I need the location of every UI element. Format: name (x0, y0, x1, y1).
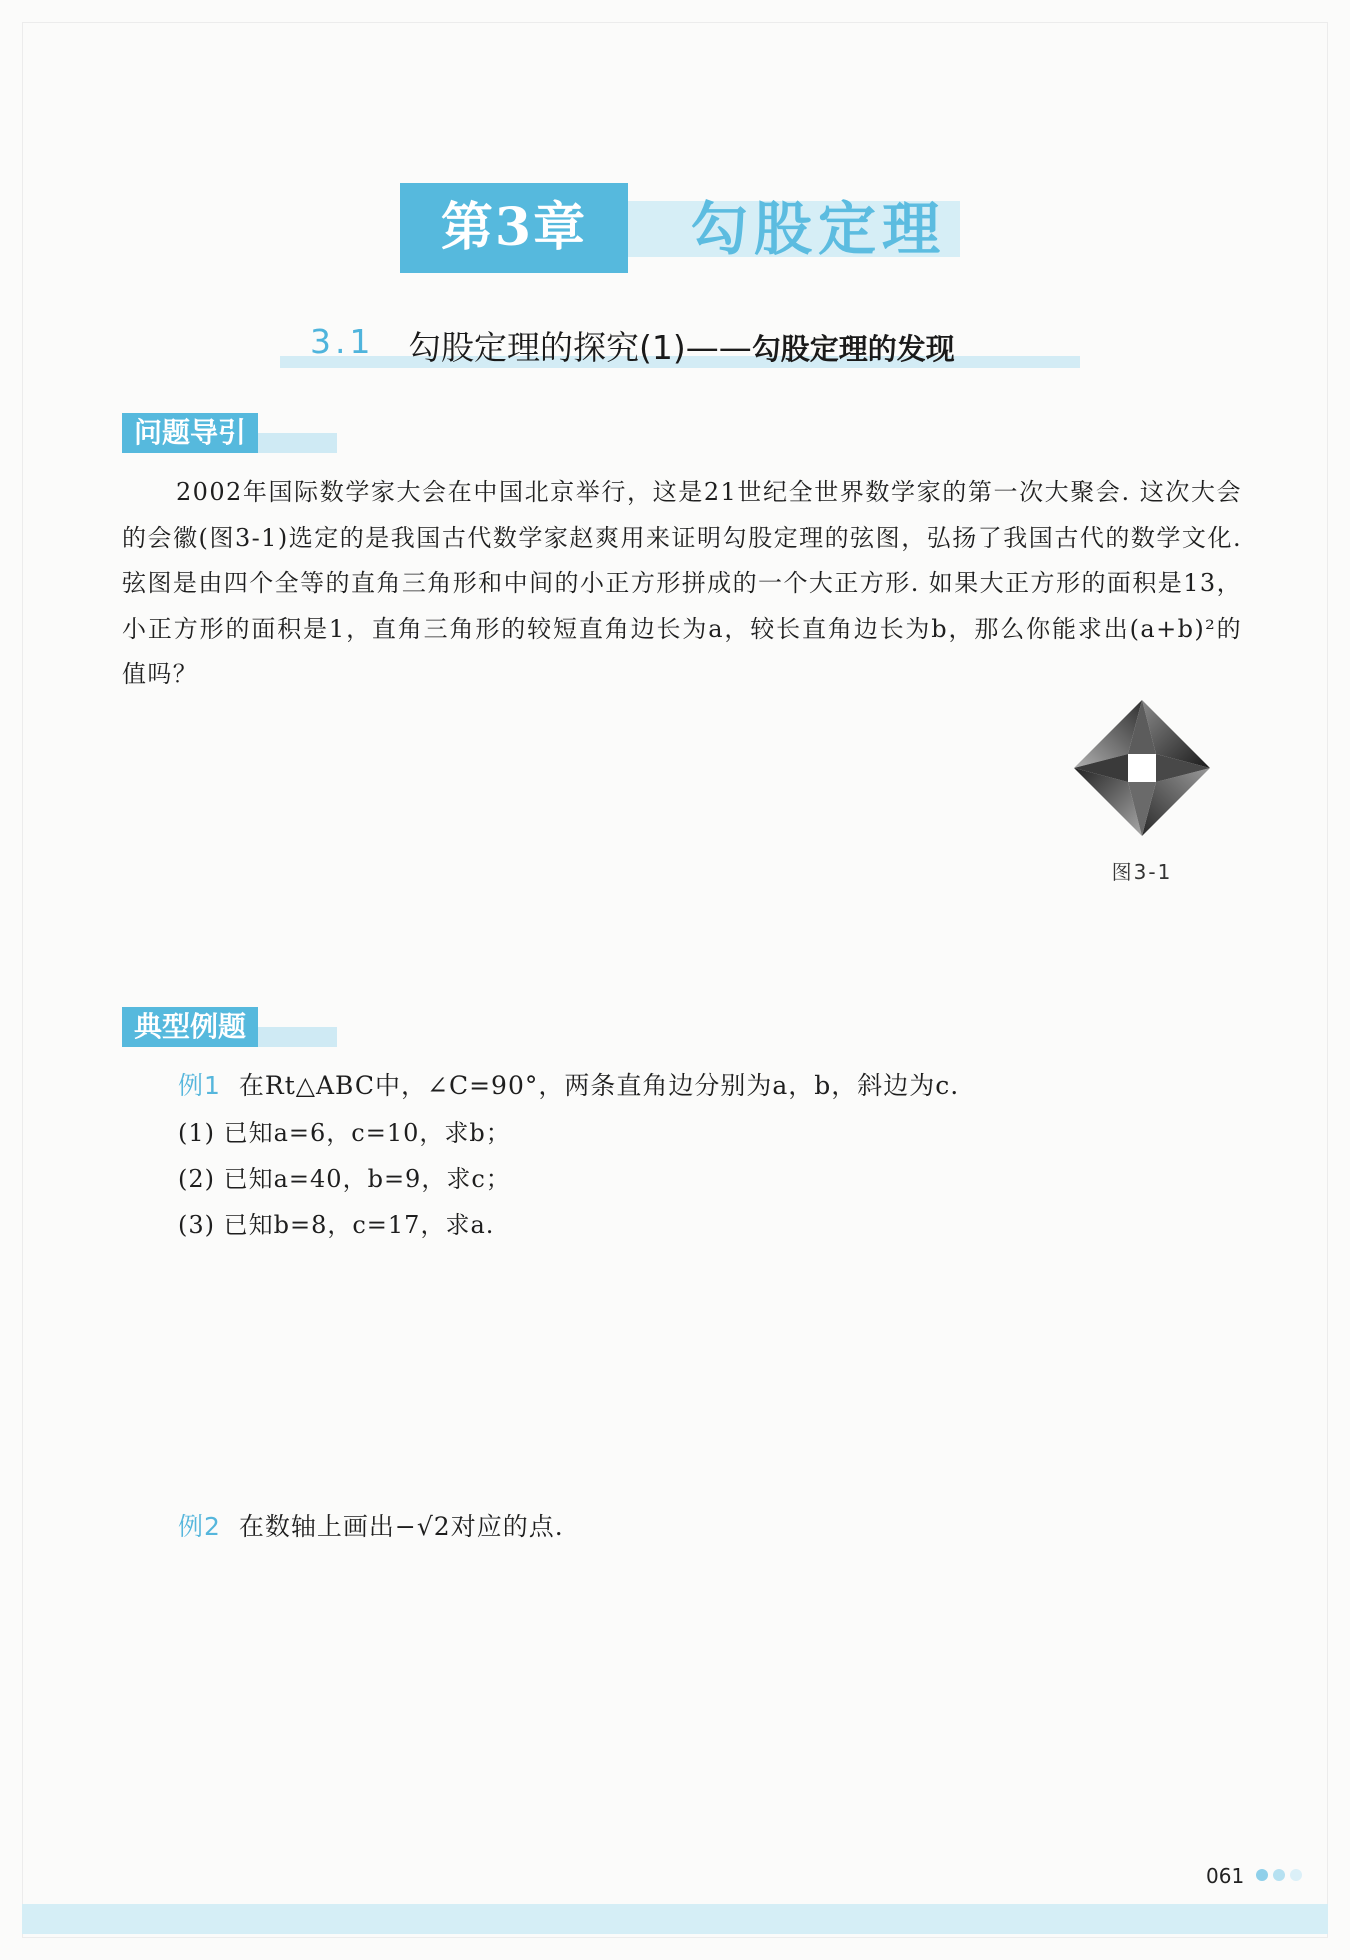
examples-tag-label: 典型例题 (122, 1007, 258, 1047)
section-title-sub: 勾股定理的发现 (751, 332, 955, 366)
section-title-main: 勾股定理的探究(1)—— (408, 328, 752, 367)
example-1-q1: (1) 已知a=6，c=10，求b； (178, 1119, 511, 1147)
pinwheel-string-diagram-icon (1072, 698, 1212, 838)
example-2-text: 在数轴上画出−√2对应的点. (238, 1512, 564, 1541)
bottom-band (22, 1904, 1328, 1934)
figure-caption: 图3-1 (1111, 860, 1173, 884)
page-border (22, 22, 1328, 1938)
page-dot-2 (1273, 1869, 1285, 1881)
intro-text (122, 470, 1242, 698)
section-title (408, 322, 955, 369)
example-1-stem (178, 1066, 959, 1102)
chapter-banner (400, 183, 960, 273)
page-dot-1 (1256, 1869, 1268, 1881)
figure-3-1 (1072, 698, 1212, 884)
intro-paragraph: 2002年国际数学家大会在中国北京举行，这是21世纪全世界数学家的第一次大聚会. 这次大会的会徽(图3-1)选定的是我国古代数学家赵爽用来证明勾股定理的弦图，弘扬了我国古代的数学文化. 弦图是由四个全等的直角三角形和中间的小正方形拼成的一个大正方形. 如果大正方形的面积是13，小正方形的面积是1，直角三角形的较短直角边长为a，较长直角边长为b，那么你能求出(a+b)²的值吗？ (122, 478, 1242, 688)
example-1-text: 在Rt△ABC中，∠C=90°，两条直角边分别为a，b，斜边为c. (238, 1071, 960, 1100)
page-dot-3 (1290, 1869, 1302, 1881)
section-heading (280, 320, 1080, 370)
chapter-title: 勾股定理 (690, 195, 947, 263)
chapter-number: 第3章 (440, 197, 588, 258)
example-1-q3: (3) 已知b=8，c=17，求a. (178, 1211, 495, 1239)
example-1-label: 例1 (178, 1071, 221, 1100)
page-number: 061 (1206, 1864, 1245, 1888)
example-1-q2: (2) 已知a=40，b=9，求c； (178, 1165, 511, 1193)
section-number: 3.1 (310, 322, 375, 361)
intro-tag-label: 问题导引 (122, 413, 258, 453)
example-2-stem (178, 1507, 564, 1543)
example-2-label: 例2 (178, 1512, 221, 1541)
